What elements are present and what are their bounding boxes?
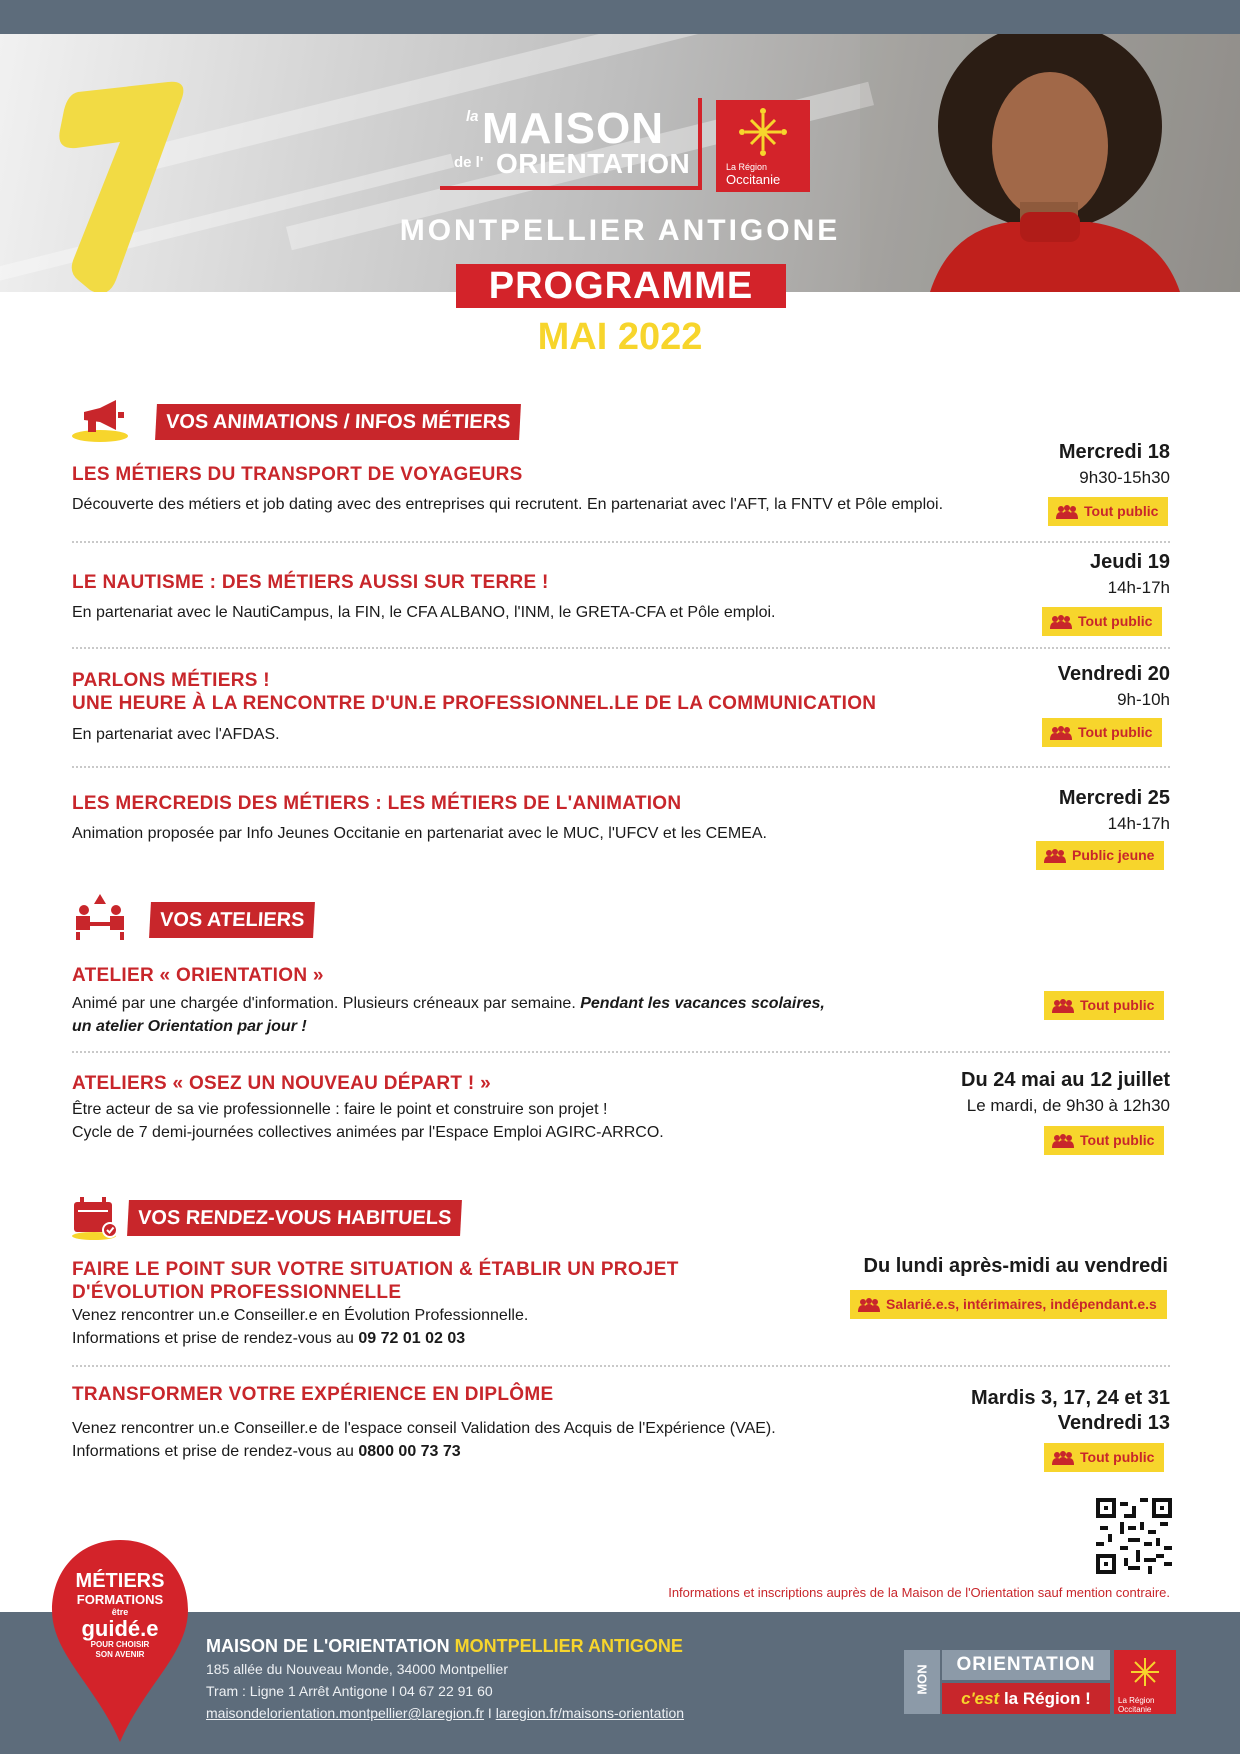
programme-banner: PROGRAMME <box>456 264 786 308</box>
pin-line: POUR CHOISIR <box>90 1640 150 1649</box>
event-description <box>72 992 852 1038</box>
pin-badge-text <box>48 1570 192 1660</box>
event-date: Mercredi 18 <box>1058 441 1170 463</box>
region-small-label: La Région <box>726 162 768 172</box>
event-title: LE NAUTISME : DES MÉTIERS AUSSI SUR TERRE ! <box>72 572 549 593</box>
logo-maison: MAISON <box>482 104 664 153</box>
section-header-rdv: VOS RENDEZ-VOUS HABITUELS <box>127 1200 462 1236</box>
event-description: En partenariat avec le NautiCampus, la FIN, le CFA ALBANO, l'INM, le GRETA-CFA et Pôle emploi. <box>72 604 776 621</box>
audience-badge <box>1048 497 1168 526</box>
region-mini-label: La Région Occitanie <box>1118 1696 1155 1714</box>
logo-la: la <box>466 108 479 125</box>
region-mini-logo <box>1114 1650 1176 1714</box>
event-schedule <box>1090 550 1170 601</box>
desc-text: Informations et prise de rendez-vous au <box>72 1330 359 1347</box>
orientation-label: ORIENTATION <box>942 1650 1110 1680</box>
logo-de: de l' <box>454 154 484 171</box>
event-title: LES MERCREDIS DES MÉTIERS : LES MÉTIERS DE L'ANIMATION <box>72 793 682 814</box>
event-date: Du lundi après-midi au vendredi <box>863 1255 1168 1277</box>
event-date: Vendredi 13 <box>1057 1412 1170 1434</box>
event-title-line: FAIRE LE POINT SUR VOTRE SITUATION & ÉTABLIR UN PROJET <box>72 1259 679 1280</box>
event-time: 9h-10h <box>1117 690 1170 709</box>
mon-label: MON <box>914 1664 930 1695</box>
pin-line: FORMATIONS <box>76 1592 164 1607</box>
footer-address: 185 allée du Nouveau Monde, 34000 Montpellier <box>206 1661 508 1677</box>
audience-label: Tout public <box>1078 724 1153 740</box>
audience-badge <box>1044 991 1164 1020</box>
event-description <box>72 1417 776 1463</box>
desc-text: Animé par une chargée d'information. Plusieurs créneaux par semaine. <box>72 995 581 1012</box>
desc-emphasis: un atelier Orientation par jour ! <box>72 1018 307 1035</box>
region-name-label: Occitanie <box>726 172 781 187</box>
people-icon <box>1052 999 1074 1013</box>
desc-line: Être acteur de sa vie professionnelle : faire le point et construire son projet ! <box>72 1101 608 1118</box>
event-date: Du 24 mai au 12 juillet <box>961 1069 1170 1091</box>
audience-label: Tout public <box>1080 1449 1155 1465</box>
audience-label: Salarié.e.s, intérimaires, indépendant.e.s <box>886 1296 1157 1312</box>
people-icon <box>1052 1134 1074 1148</box>
event-schedule <box>1058 662 1170 713</box>
event-date: Vendredi 20 <box>1057 663 1170 685</box>
divider <box>72 766 1170 768</box>
audience-label: Tout public <box>1080 1132 1155 1148</box>
event-schedule <box>1059 786 1170 837</box>
event-title: LES MÉTIERS DU TRANSPORT DE VOYAGEURS <box>72 464 523 485</box>
woman-photo <box>860 34 1240 292</box>
divider <box>72 1051 1170 1053</box>
footer-name-part: MAISON DE L'ORIENTATION <box>206 1636 455 1656</box>
audience-badge <box>1044 1443 1164 1472</box>
event-description <box>72 1098 664 1144</box>
pin-line: SON AVENIR <box>95 1650 145 1659</box>
cest-label: c'est <box>961 1689 1000 1708</box>
people-icon <box>1044 849 1066 863</box>
audience-badge <box>1042 607 1162 636</box>
email-link[interactable]: maisondelorientation.montpellier@laregion.fr <box>206 1705 485 1721</box>
audience-label: Public jeune <box>1072 847 1155 863</box>
desc-line: Venez rencontrer un.e Conseiller.e en Évolution Professionnelle. <box>72 1307 529 1324</box>
audience-label: Tout public <box>1084 503 1159 519</box>
audience-label: Tout public <box>1078 613 1153 629</box>
maison-orientation-logo <box>430 98 702 190</box>
footer-links <box>206 1705 684 1721</box>
audience-badge <box>850 1290 1167 1319</box>
event-title: ATELIERS « OSEZ UN NOUVEAU DÉPART ! » <box>72 1073 491 1094</box>
logo-orientation: ORIENTATION <box>496 148 691 179</box>
divider <box>72 647 1170 649</box>
event-schedule <box>961 1068 1170 1119</box>
audience-label: Tout public <box>1080 997 1155 1013</box>
event-date: Jeudi 19 <box>1089 551 1170 573</box>
desc-line: Venez rencontrer un.e Conseiller.e de l'espace conseil Validation des Acquis de l'Expérience (VAE). <box>72 1420 776 1437</box>
footer-name-highlight: MONTPELLIER ANTIGONE <box>454 1636 683 1656</box>
footer-name <box>206 1636 683 1657</box>
event-description <box>72 1304 528 1350</box>
people-icon <box>858 1298 880 1312</box>
event-time: 9h30-15h30 <box>1079 468 1170 487</box>
workshop-icon <box>72 894 128 940</box>
people-icon <box>1050 726 1072 740</box>
footnote: Informations et inscriptions auprès de la Maison de l'Orientation sauf mention contraire. <box>668 1585 1170 1600</box>
la-region-label: la Région ! <box>999 1689 1091 1708</box>
occitan-cross-icon <box>716 100 810 162</box>
section-header-ateliers: VOS ATELIERS <box>149 902 315 938</box>
event-date: Mardis 3, 17, 24 et 31 <box>970 1387 1170 1409</box>
occitan-cross-icon <box>1114 1650 1176 1694</box>
audience-badge <box>1036 841 1164 870</box>
divider <box>72 1365 1170 1367</box>
people-icon <box>1056 505 1078 519</box>
event-title-line: PARLONS MÉTIERS ! <box>72 670 270 691</box>
phone-number: 0800 00 73 73 <box>358 1443 461 1460</box>
website-link[interactable]: laregion.fr/maisons-orientation <box>495 1705 685 1721</box>
yellow-arrow-graphic <box>38 54 188 292</box>
event-schedule <box>971 1386 1170 1436</box>
region-occitanie-logo <box>716 100 810 192</box>
divider <box>72 541 1170 543</box>
event-description: Animation proposée par Info Jeunes Occitanie en partenariat avec le MUC, l'UFCV et les CEMEA. <box>72 825 767 842</box>
event-title <box>72 1258 679 1304</box>
footer-sep: I <box>484 1705 496 1721</box>
event-title <box>72 669 876 715</box>
desc-emphasis: Pendant les vacances scolaires, <box>580 995 825 1012</box>
section-header-animations: VOS ANIMATIONS / INFOS MÉTIERS <box>155 404 521 440</box>
people-icon <box>1052 1451 1074 1465</box>
event-time: Le mardi, de 9h30 à 12h30 <box>966 1096 1170 1115</box>
event-schedule <box>864 1254 1169 1279</box>
top-bar <box>0 0 1240 34</box>
event-title: TRANSFORMER VOTRE EXPÉRIENCE EN DIPLÔME <box>72 1384 554 1405</box>
audience-badge <box>1042 718 1162 747</box>
people-icon <box>1050 615 1072 629</box>
pin-line: MÉTIERS <box>75 1570 165 1592</box>
cest-la-region-label <box>942 1683 1110 1714</box>
phone-number: 09 72 01 02 03 <box>358 1330 466 1347</box>
event-time: 14h-17h <box>1107 578 1170 597</box>
event-date: Mercredi 25 <box>1058 787 1170 809</box>
event-time: 14h-17h <box>1107 814 1170 833</box>
event-title: ATELIER « ORIENTATION » <box>72 965 324 986</box>
audience-badge <box>1044 1126 1164 1155</box>
event-schedule <box>1059 440 1170 491</box>
qr-code-icon[interactable] <box>1096 1498 1172 1574</box>
event-description: En partenariat avec l'AFDAS. <box>72 726 280 743</box>
desc-text: Informations et prise de rendez-vous au <box>72 1443 359 1460</box>
mon-orientation-logo <box>904 1650 1176 1714</box>
pin-line: être <box>111 1607 129 1617</box>
event-title-line: UNE HEURE À LA RENCONTRE D'UN.E PROFESSIONNEL.LE DE LA COMMUNICATION <box>72 693 877 714</box>
event-title-line: D'ÉVOLUTION PROFESSIONNELLE <box>72 1282 402 1303</box>
calendar-icon <box>70 1194 120 1240</box>
event-description: Découverte des métiers et job dating avec des entreprises qui recrutent. En partenariat avec l'AFT, la FNTV et Pôle emploi. <box>72 496 944 513</box>
month-title: MAI 2022 <box>537 316 703 358</box>
desc-line: Cycle de 7 demi-journées collectives animées par l'Espace Emploi AGIRC-ARRCO. <box>72 1124 664 1141</box>
page-subtitle: MONTPELLIER ANTIGONE <box>399 214 841 247</box>
footer-transport: Tram : Ligne 1 Arrêt Antigone I 04 67 22 91 60 <box>206 1683 493 1699</box>
pin-line: guidé.e <box>81 1616 159 1641</box>
megaphone-icon <box>70 398 130 442</box>
